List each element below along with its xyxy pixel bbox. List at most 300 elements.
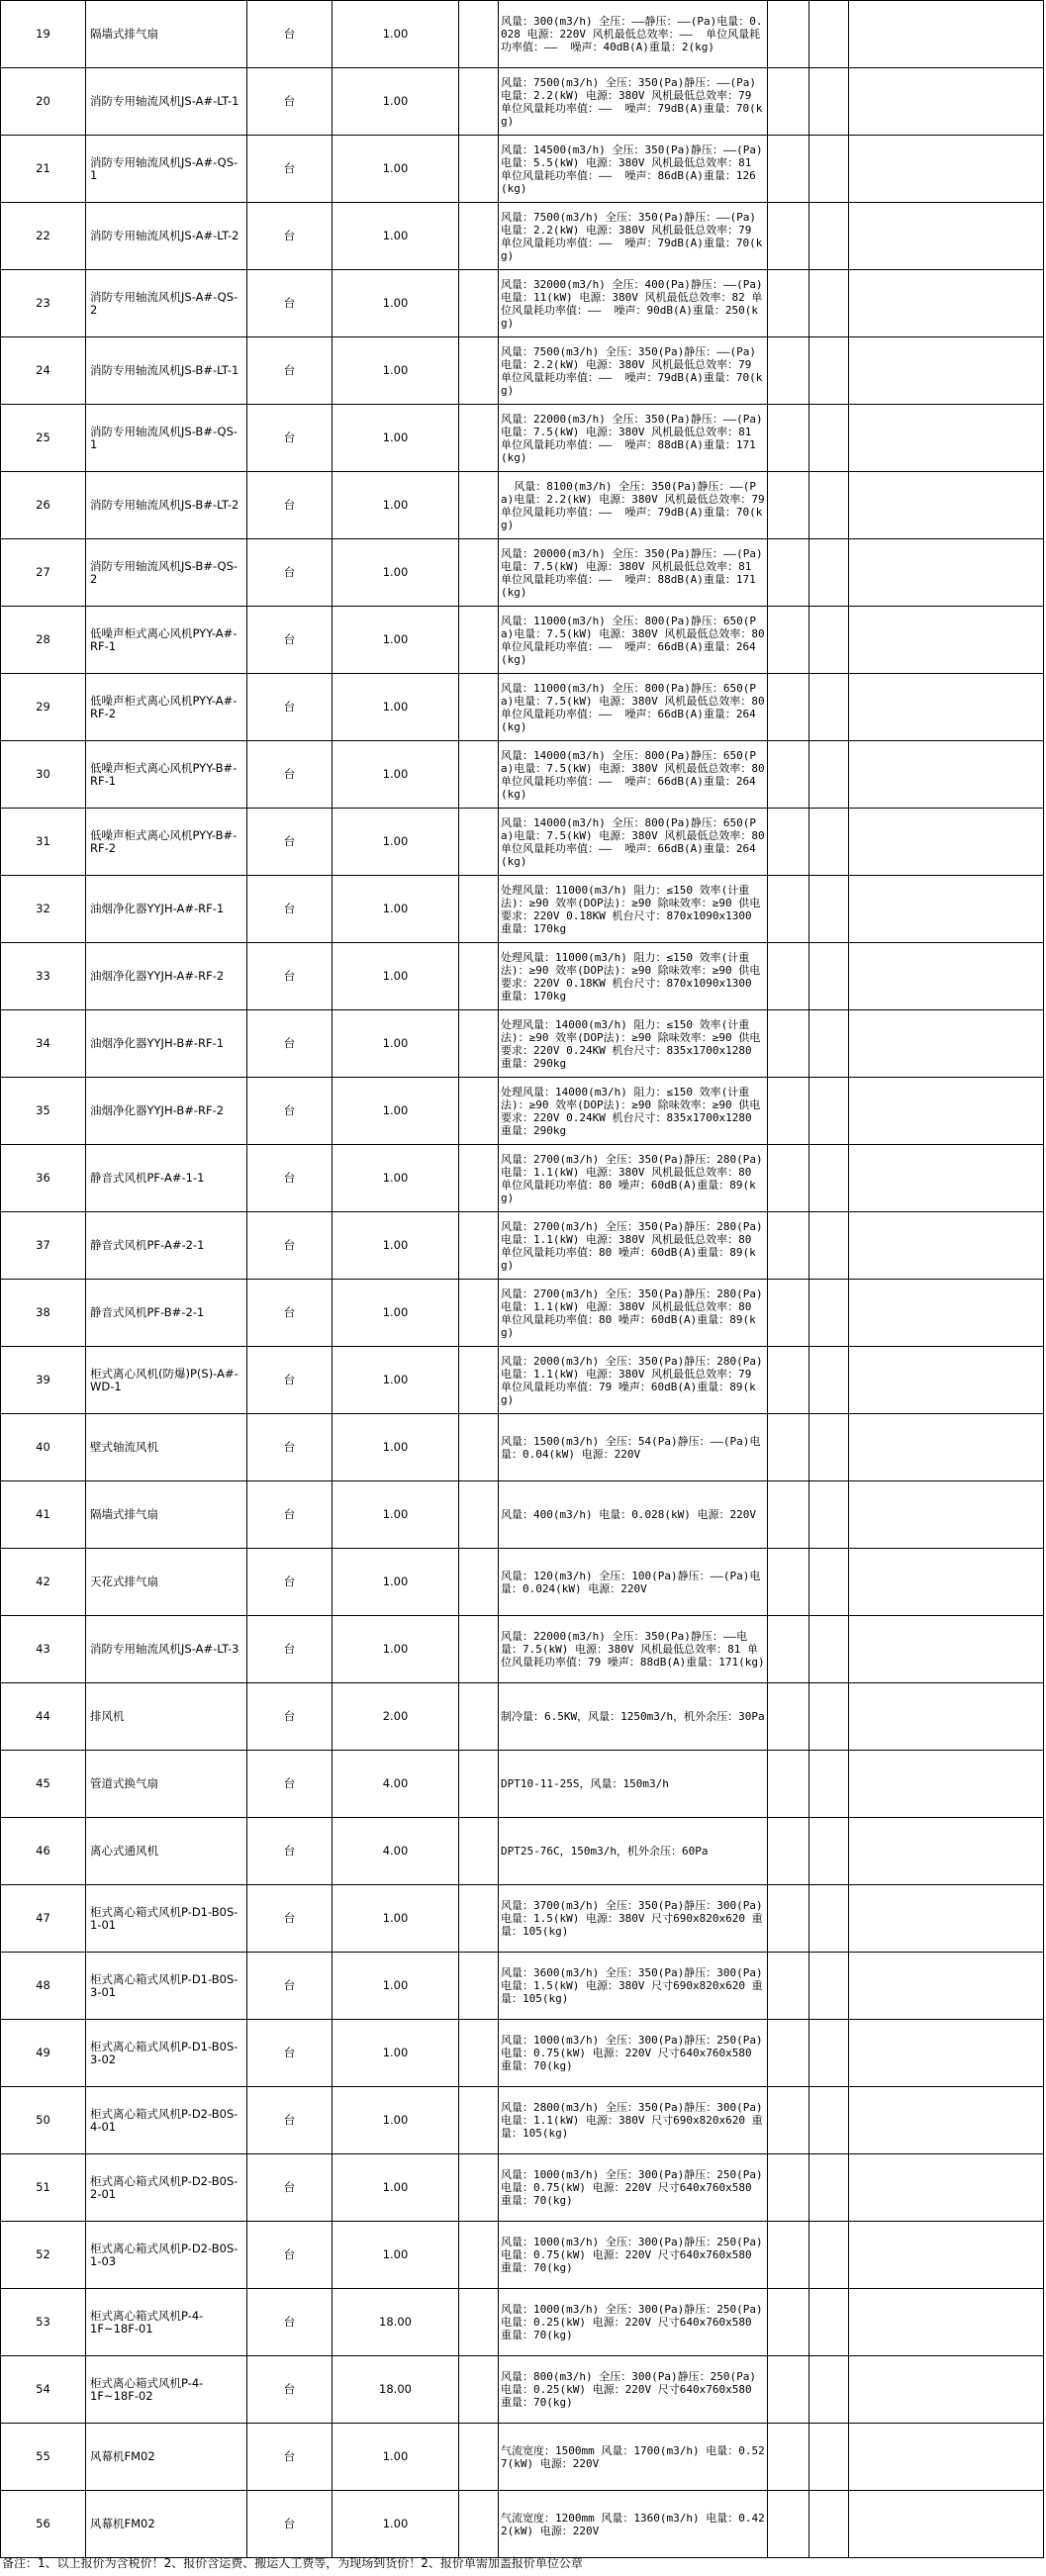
empty-cell [849, 472, 1044, 539]
unit-price-cell [459, 1818, 499, 1885]
remark-cell [809, 2020, 849, 2087]
spec-cell: 风量：2800(m3/h) 全压：350(Pa)静压：300(Pa)电量：1.1(kW) 电源：380V 尺寸690x820x620 重量：105(kg) [499, 2087, 768, 2154]
spec-cell: 风量：14000(m3/h) 全压：800(Pa)静压：650(Pa)电量：7.5(kW) 电源：380V 风机最低总效率：80单位风量耗功率值：—— 噪声：66dB(A)重量：264(kg) [499, 741, 768, 809]
quantity-cell: 1.00 [333, 136, 459, 203]
total-price-cell [768, 1885, 809, 1953]
row-number-cell: 19 [1, 1, 86, 68]
item-name-cell: 静音式风机PF-A#-1-1 [86, 1145, 247, 1212]
unit-price-cell [459, 809, 499, 876]
remark-cell [809, 674, 849, 741]
row-number-cell: 31 [1, 809, 86, 876]
quantity-cell: 1.00 [333, 1347, 459, 1414]
table-row [1, 203, 1044, 270]
unit-cell: 台 [247, 1, 333, 68]
quantity-cell: 1.00 [333, 203, 459, 270]
unit-cell: 台 [247, 1885, 333, 1953]
unit-price-cell [459, 405, 499, 472]
unit-price-cell [459, 2289, 499, 2356]
empty-cell [849, 2087, 1044, 2154]
quantity-cell: 1.00 [333, 607, 459, 674]
unit-price-cell [459, 1078, 499, 1145]
table-row [1, 1953, 1044, 2020]
unit-cell: 台 [247, 136, 333, 203]
quantity-cell: 1.00 [333, 1212, 459, 1280]
remark-cell [809, 1212, 849, 1280]
total-price-cell [768, 2289, 809, 2356]
remark-cell [809, 1010, 849, 1078]
remark-cell [809, 203, 849, 270]
unit-cell: 台 [247, 1481, 333, 1549]
total-price-cell [768, 1145, 809, 1212]
unit-cell: 台 [247, 405, 333, 472]
table-row [1, 1, 1044, 68]
item-name-cell: 排风机 [86, 1683, 247, 1751]
unit-price-cell [459, 1414, 499, 1481]
empty-cell [849, 2289, 1044, 2356]
table-row [1, 2154, 1044, 2222]
empty-cell [849, 68, 1044, 136]
remark-cell [809, 1616, 849, 1683]
spec-cell: 气流宽度：1200mm 风量：1360(m3/h) 电量：0.422(kW) 电源：220V [499, 2491, 768, 2558]
total-price-cell [768, 2222, 809, 2289]
unit-cell: 台 [247, 607, 333, 674]
row-number-cell: 38 [1, 1280, 86, 1347]
empty-cell [849, 1145, 1044, 1212]
total-price-cell [768, 405, 809, 472]
row-number-cell: 56 [1, 2491, 86, 2558]
table-row [1, 2491, 1044, 2558]
empty-cell [849, 539, 1044, 607]
total-price-cell [768, 1953, 809, 2020]
unit-price-cell [459, 2154, 499, 2222]
unit-cell: 台 [247, 876, 333, 943]
spec-cell: DPT25-76C，150m3/h，机外余压：60Pa [499, 1818, 768, 1885]
row-number-cell: 46 [1, 1818, 86, 1885]
quantity-cell: 1.00 [333, 2087, 459, 2154]
unit-cell: 台 [247, 1414, 333, 1481]
unit-price-cell [459, 2222, 499, 2289]
empty-cell [849, 2020, 1044, 2087]
unit-cell: 台 [247, 2289, 333, 2356]
remark-cell [809, 337, 849, 405]
unit-cell: 台 [247, 203, 333, 270]
row-number-cell: 30 [1, 741, 86, 809]
empty-cell [849, 1280, 1044, 1347]
empty-cell [849, 1549, 1044, 1616]
spec-cell: 风量：800(m3/h) 全压：300(Pa)静压：250(Pa)电量：0.25(kW) 电源：220V 尺寸640x760x580 重量：70(kg) [499, 2356, 768, 2424]
item-name-cell: 低噪声柜式离心风机PYY-B#-RF-2 [86, 809, 247, 876]
total-price-cell [768, 1078, 809, 1145]
empty-cell [849, 1616, 1044, 1683]
table-row [1, 405, 1044, 472]
unit-price-cell [459, 1347, 499, 1414]
remark-cell [809, 1347, 849, 1414]
total-price-cell [768, 539, 809, 607]
item-name-cell: 消防专用轴流风机JS-A#-LT-2 [86, 203, 247, 270]
quantity-cell: 18.00 [333, 2356, 459, 2424]
spec-cell: 处理风量：11000(m3/h) 阻力：≤150 效率(计重法)：≥90 效率(DOP法)：≥90 除味效率：≥90 供电要求：220V 0.18KW 机台尺寸：870x1090x1300 重量：170kg [499, 876, 768, 943]
empty-cell [849, 1010, 1044, 1078]
row-number-cell: 36 [1, 1145, 86, 1212]
unit-cell: 台 [247, 1010, 333, 1078]
unit-cell: 台 [247, 270, 333, 337]
unit-price-cell [459, 68, 499, 136]
item-name-cell: 天花式排气扇 [86, 1549, 247, 1616]
unit-price-cell [459, 1280, 499, 1347]
row-number-cell: 27 [1, 539, 86, 607]
total-price-cell [768, 1010, 809, 1078]
table-row [1, 136, 1044, 203]
unit-cell: 台 [247, 1549, 333, 1616]
unit-price-cell [459, 472, 499, 539]
empty-cell [849, 876, 1044, 943]
spec-cell: DPT10-11-25S，风量：150m3/h [499, 1751, 768, 1818]
row-number-cell: 20 [1, 68, 86, 136]
item-name-cell: 柜式离心箱式风机P-D2-B0S-4-01 [86, 2087, 247, 2154]
unit-cell: 台 [247, 943, 333, 1010]
spec-cell: 风量：3600(m3/h) 全压：350(Pa)静压：300(Pa)电量：1.5(kW) 电源：380V 尺寸690x820x620 重量：105(kg) [499, 1953, 768, 2020]
table-row [1, 1347, 1044, 1414]
empty-cell [849, 405, 1044, 472]
item-name-cell: 柜式离心箱式风机P-D2-B0S-2-01 [86, 2154, 247, 2222]
remark-cell [809, 1414, 849, 1481]
spec-cell: 风量：300(m3/h) 全压：——静压：——(Pa)电量：0.028 电源：220V 风机最低总效率：—— 单位风量耗功率值：—— 噪声：40dB(A)重量：2(kg) [499, 1, 768, 68]
unit-cell: 台 [247, 2020, 333, 2087]
row-number-cell: 39 [1, 1347, 86, 1414]
empty-cell [849, 1414, 1044, 1481]
total-price-cell [768, 2491, 809, 2558]
spec-cell: 气流宽度：1500mm 风量：1700(m3/h) 电量：0.527(kW) 电源：220V [499, 2424, 768, 2491]
spec-cell: 风量：11000(m3/h) 全压：800(Pa)静压：650(Pa)电量：7.5(kW) 电源：380V 风机最低总效率：80单位风量耗功率值：—— 噪声：66dB(A)重量：264(kg) [499, 607, 768, 674]
quantity-cell: 4.00 [333, 1818, 459, 1885]
remark-cell [809, 2087, 849, 2154]
empty-cell [849, 270, 1044, 337]
quantity-cell: 1.00 [333, 337, 459, 405]
unit-price-cell [459, 2356, 499, 2424]
item-name-cell: 离心式通风机 [86, 1818, 247, 1885]
quantity-cell: 4.00 [333, 1751, 459, 1818]
total-price-cell [768, 1347, 809, 1414]
quantity-cell: 1.00 [333, 472, 459, 539]
total-price-cell [768, 136, 809, 203]
table-row [1, 876, 1044, 943]
unit-cell: 台 [247, 2356, 333, 2424]
unit-cell: 台 [247, 1212, 333, 1280]
quantity-cell: 2.00 [333, 1683, 459, 1751]
unit-price-cell [459, 1010, 499, 1078]
table-body [1, 1, 1044, 2558]
remark-cell [809, 607, 849, 674]
spec-cell: 风量：11000(m3/h) 全压：800(Pa)静压：650(Pa)电量：7.5(kW) 电源：380V 风机最低总效率：80单位风量耗功率值：—— 噪声：66dB(A)重量：264(kg) [499, 674, 768, 741]
item-name-cell: 柜式离心箱式风机P-4-1F~18F-02 [86, 2356, 247, 2424]
empty-cell [849, 809, 1044, 876]
remark-cell [809, 136, 849, 203]
unit-price-cell [459, 1885, 499, 1953]
total-price-cell [768, 337, 809, 405]
total-price-cell [768, 1212, 809, 1280]
table-row [1, 1280, 1044, 1347]
item-name-cell: 柜式离心箱式风机P-4-1F~18F-01 [86, 2289, 247, 2356]
empty-cell [849, 1481, 1044, 1549]
quantity-cell: 1.00 [333, 1, 459, 68]
quantity-cell: 1.00 [333, 539, 459, 607]
spec-cell: 风量：20000(m3/h) 全压：350(Pa)静压：——(Pa)电量：7.5(kW) 电源：380V 风机最低总效率：81 单位风量耗功率值：—— 噪声：88dB(A)重量：171(kg) [499, 539, 768, 607]
quantity-cell: 1.00 [333, 943, 459, 1010]
remark-cell [809, 2222, 849, 2289]
remark-cell [809, 539, 849, 607]
spec-cell: 风量：8100(m3/h) 全压：350(Pa)静压：——(Pa)电量：2.2(kW) 电源：380V 风机最低总效率：79 单位风量耗功率值：—— 噪声：79dB(A)重量：70(kg) [499, 472, 768, 539]
unit-cell: 台 [247, 741, 333, 809]
total-price-cell [768, 943, 809, 1010]
unit-price-cell [459, 943, 499, 1010]
quantity-cell: 18.00 [333, 2289, 459, 2356]
unit-cell: 台 [247, 1953, 333, 2020]
empty-cell [849, 1683, 1044, 1751]
unit-price-cell [459, 741, 499, 809]
empty-cell [849, 2222, 1044, 2289]
unit-cell: 台 [247, 472, 333, 539]
spec-cell: 风量：14000(m3/h) 全压：800(Pa)静压：650(Pa)电量：7.5(kW) 电源：380V 风机最低总效率：80单位风量耗功率值：—— 噪声：66dB(A)重量：264(kg) [499, 809, 768, 876]
unit-cell: 台 [247, 1078, 333, 1145]
item-name-cell: 隔墙式排气扇 [86, 1481, 247, 1549]
table-row [1, 607, 1044, 674]
quantity-cell: 1.00 [333, 674, 459, 741]
quantity-cell: 1.00 [333, 809, 459, 876]
row-number-cell: 51 [1, 2154, 86, 2222]
spec-cell: 处理风量：14000(m3/h) 阻力：≤150 效率(计重法)：≥90 效率(DOP法)：≥90 除味效率：≥90 供电要求：220V 0.24KW 机台尺寸：835x1700x1280 重量：290kg [499, 1010, 768, 1078]
unit-price-cell [459, 1683, 499, 1751]
unit-price-cell [459, 2087, 499, 2154]
total-price-cell [768, 203, 809, 270]
unit-cell: 台 [247, 1347, 333, 1414]
total-price-cell [768, 876, 809, 943]
row-number-cell: 55 [1, 2424, 86, 2491]
empty-cell [849, 2356, 1044, 2424]
unit-cell: 台 [247, 68, 333, 136]
quantity-cell: 1.00 [333, 2491, 459, 2558]
total-price-cell [768, 472, 809, 539]
empty-cell [849, 1885, 1044, 1953]
unit-cell: 台 [247, 2424, 333, 2491]
unit-price-cell [459, 1549, 499, 1616]
item-name-cell: 低噪声柜式离心风机PYY-B#-RF-1 [86, 741, 247, 809]
row-number-cell: 42 [1, 1549, 86, 1616]
total-price-cell [768, 2020, 809, 2087]
row-number-cell: 47 [1, 1885, 86, 1953]
row-number-cell: 37 [1, 1212, 86, 1280]
empty-cell [849, 1078, 1044, 1145]
remark-cell [809, 1885, 849, 1953]
item-name-cell: 低噪声柜式离心风机PYY-A#-RF-2 [86, 674, 247, 741]
spec-cell: 风量：2000(m3/h) 全压：350(Pa)静压：280(Pa)电量：1.1(kW) 电源：380V 风机最低总效率：79 单位风量耗功率值：79 噪声：60dB(A)重量：89(kg) [499, 1347, 768, 1414]
unit-price-cell [459, 539, 499, 607]
row-number-cell: 23 [1, 270, 86, 337]
total-price-cell [768, 1549, 809, 1616]
total-price-cell [768, 1818, 809, 1885]
row-number-cell: 21 [1, 136, 86, 203]
spec-cell: 风量：3700(m3/h) 全压：350(Pa)静压：300(Pa)电量：1.5(kW) 电源：380V 尺寸690x820x620 重量：105(kg) [499, 1885, 768, 1953]
total-price-cell [768, 1481, 809, 1549]
unit-price-cell [459, 203, 499, 270]
table-row [1, 1751, 1044, 1818]
quantity-cell: 1.00 [333, 1414, 459, 1481]
empty-cell [849, 136, 1044, 203]
empty-cell [849, 2154, 1044, 2222]
spec-cell: 风量：7500(m3/h) 全压：350(Pa)静压：——(Pa)电量：2.2(kW) 电源：380V 风机最低总效率：79 单位风量耗功率值：—— 噪声：79dB(A)重量：70(kg) [499, 337, 768, 405]
empty-cell [849, 741, 1044, 809]
unit-price-cell [459, 1616, 499, 1683]
unit-price-cell [459, 876, 499, 943]
item-name-cell: 消防专用轴流风机JS-B#-QS-2 [86, 539, 247, 607]
remark-cell [809, 1078, 849, 1145]
total-price-cell [768, 2424, 809, 2491]
item-name-cell: 油烟净化器YYJH-B#-RF-2 [86, 1078, 247, 1145]
unit-price-cell [459, 1953, 499, 2020]
row-number-cell: 50 [1, 2087, 86, 2154]
spec-cell: 风量：2700(m3/h) 全压：350(Pa)静压：280(Pa)电量：1.1(kW) 电源：380V 风机最低总效率：80 单位风量耗功率值：80 噪声：60dB(A)重量：89(kg) [499, 1145, 768, 1212]
row-number-cell: 25 [1, 405, 86, 472]
spec-cell: 风量：22000(m3/h) 全压：350(Pa)静压：——电量：7.5(kW) 电源：380V 风机最低总效率：81 单位风量耗功率值：79 噪声：88dB(A)重量：171(kg) [499, 1616, 768, 1683]
table-row [1, 1078, 1044, 1145]
quantity-cell: 1.00 [333, 2154, 459, 2222]
total-price-cell [768, 68, 809, 136]
spec-cell: 制冷量：6.5KW，风量：1250m3/h，机外余压：30Pa [499, 1683, 768, 1751]
item-name-cell: 壁式轴流风机 [86, 1414, 247, 1481]
row-number-cell: 33 [1, 943, 86, 1010]
table-row [1, 337, 1044, 405]
total-price-cell [768, 741, 809, 809]
item-name-cell: 风幕机FM02 [86, 2424, 247, 2491]
unit-price-cell [459, 1481, 499, 1549]
spec-cell: 风量：2700(m3/h) 全压：350(Pa)静压：280(Pa)电量：1.1(kW) 电源：380V 风机最低总效率：80 单位风量耗功率值：80 噪声：60dB(A)重量：89(kg) [499, 1280, 768, 1347]
quantity-cell: 1.00 [333, 1953, 459, 2020]
item-name-cell: 消防专用轴流风机JS-B#-LT-1 [86, 337, 247, 405]
item-name-cell: 静音式风机PF-B#-2-1 [86, 1280, 247, 1347]
spec-cell: 风量：1000(m3/h) 全压：300(Pa)静压：250(Pa)电量：0.75(kW) 电源：220V 尺寸640x760x580 重量：70(kg) [499, 2020, 768, 2087]
unit-cell: 台 [247, 674, 333, 741]
total-price-cell [768, 1, 809, 68]
remark-cell [809, 1145, 849, 1212]
quantity-cell: 1.00 [333, 741, 459, 809]
row-number-cell: 52 [1, 2222, 86, 2289]
spec-cell: 风量：120(m3/h) 全压：100(Pa)静压：——(Pa)电量：0.024(kW) 电源：220V [499, 1549, 768, 1616]
item-name-cell: 消防专用轴流风机JS-B#-LT-2 [86, 472, 247, 539]
remark-cell [809, 1953, 849, 2020]
item-name-cell: 柜式离心箱式风机P-D1-B0S-1-01 [86, 1885, 247, 1953]
quantity-cell: 1.00 [333, 68, 459, 136]
empty-cell [849, 203, 1044, 270]
row-number-cell: 44 [1, 1683, 86, 1751]
quantity-cell: 1.00 [333, 1010, 459, 1078]
spec-cell: 风量：1000(m3/h) 全压：300(Pa)静压：250(Pa)电量：0.75(kW) 电源：220V 尺寸640x760x580 重量：70(kg) [499, 2154, 768, 2222]
empty-cell [849, 607, 1044, 674]
spec-cell: 风量：7500(m3/h) 全压：350(Pa)静压：——(Pa)电量：2.2(kW) 电源：380V 风机最低总效率：79 单位风量耗功率值：—— 噪声：79dB(A)重量：70(kg) [499, 203, 768, 270]
empty-cell [849, 1953, 1044, 2020]
total-price-cell [768, 674, 809, 741]
remark-cell [809, 741, 849, 809]
total-price-cell [768, 1683, 809, 1751]
quantity-cell: 1.00 [333, 1280, 459, 1347]
table-row [1, 1010, 1044, 1078]
remark-cell [809, 2424, 849, 2491]
row-number-cell: 35 [1, 1078, 86, 1145]
remark-cell [809, 943, 849, 1010]
item-name-cell: 消防专用轴流风机JS-A#-QS-1 [86, 136, 247, 203]
table-row [1, 2222, 1044, 2289]
remark-cell [809, 68, 849, 136]
table-row [1, 2289, 1044, 2356]
quantity-cell: 1.00 [333, 1481, 459, 1549]
item-name-cell: 柜式离心箱式风机P-D1-B0S-3-01 [86, 1953, 247, 2020]
table-row [1, 2356, 1044, 2424]
table-row [1, 2424, 1044, 2491]
remark-cell [809, 1549, 849, 1616]
remark-cell [809, 1280, 849, 1347]
row-number-cell: 32 [1, 876, 86, 943]
remark-cell [809, 2491, 849, 2558]
table-row [1, 809, 1044, 876]
row-number-cell: 34 [1, 1010, 86, 1078]
item-name-cell: 油烟净化器YYJH-A#-RF-2 [86, 943, 247, 1010]
spec-cell: 风量：32000(m3/h) 全压：400(Pa)静压：——(Pa)电量：11(kW) 电源：380V 风机最低总效率：82 单位风量耗功率值：—— 噪声：90dB(A)重量：250(kg) [499, 270, 768, 337]
item-name-cell: 消防专用轴流风机JS-A#-QS-2 [86, 270, 247, 337]
row-number-cell: 26 [1, 472, 86, 539]
table-row [1, 472, 1044, 539]
quantity-cell: 1.00 [333, 1885, 459, 1953]
remark-cell [809, 270, 849, 337]
row-number-cell: 48 [1, 1953, 86, 2020]
item-name-cell: 消防专用轴流风机JS-A#-LT-1 [86, 68, 247, 136]
spec-cell: 风量：1500(m3/h) 全压：54(Pa)静压：——(Pa)电量：0.04(kW) 电源：220V [499, 1414, 768, 1481]
unit-price-cell [459, 607, 499, 674]
empty-cell [849, 2491, 1044, 2558]
row-number-cell: 29 [1, 674, 86, 741]
total-price-cell [768, 809, 809, 876]
spec-cell: 风量：2700(m3/h) 全压：350(Pa)静压：280(Pa)电量：1.1(kW) 电源：380V 风机最低总效率：80 单位风量耗功率值：80 噪声：60dB(A)重量：89(kg) [499, 1212, 768, 1280]
table-row [1, 1549, 1044, 1616]
unit-price-cell [459, 674, 499, 741]
row-number-cell: 28 [1, 607, 86, 674]
quantity-cell: 1.00 [333, 876, 459, 943]
remark-cell [809, 2356, 849, 2424]
item-name-cell: 风幕机FM02 [86, 2491, 247, 2558]
quantity-cell: 1.00 [333, 1078, 459, 1145]
quantity-cell: 1.00 [333, 1616, 459, 1683]
empty-cell [849, 2424, 1044, 2491]
row-number-cell: 41 [1, 1481, 86, 1549]
unit-cell: 台 [247, 337, 333, 405]
empty-cell [849, 1, 1044, 68]
unit-cell: 台 [247, 2154, 333, 2222]
remark-cell [809, 2154, 849, 2222]
item-name-cell: 低噪声柜式离心风机PYY-A#-RF-1 [86, 607, 247, 674]
row-number-cell: 53 [1, 2289, 86, 2356]
spec-cell: 处理风量：11000(m3/h) 阻力：≤150 效率(计重法)：≥90 效率(DOP法)：≥90 除味效率：≥90 供电要求：220V 0.18KW 机台尺寸：870x1090x1300 重量：170kg [499, 943, 768, 1010]
quantity-cell: 1.00 [333, 2222, 459, 2289]
total-price-cell [768, 2154, 809, 2222]
item-name-cell: 消防专用轴流风机JS-B#-QS-1 [86, 405, 247, 472]
row-number-cell: 45 [1, 1751, 86, 1818]
unit-cell: 台 [247, 1145, 333, 1212]
unit-price-cell [459, 337, 499, 405]
remark-cell [809, 472, 849, 539]
unit-cell: 台 [247, 1818, 333, 1885]
item-name-cell: 管道式换气扇 [86, 1751, 247, 1818]
remark-cell [809, 876, 849, 943]
unit-cell: 台 [247, 2087, 333, 2154]
quantity-cell: 1.00 [333, 1145, 459, 1212]
table-row [1, 741, 1044, 809]
